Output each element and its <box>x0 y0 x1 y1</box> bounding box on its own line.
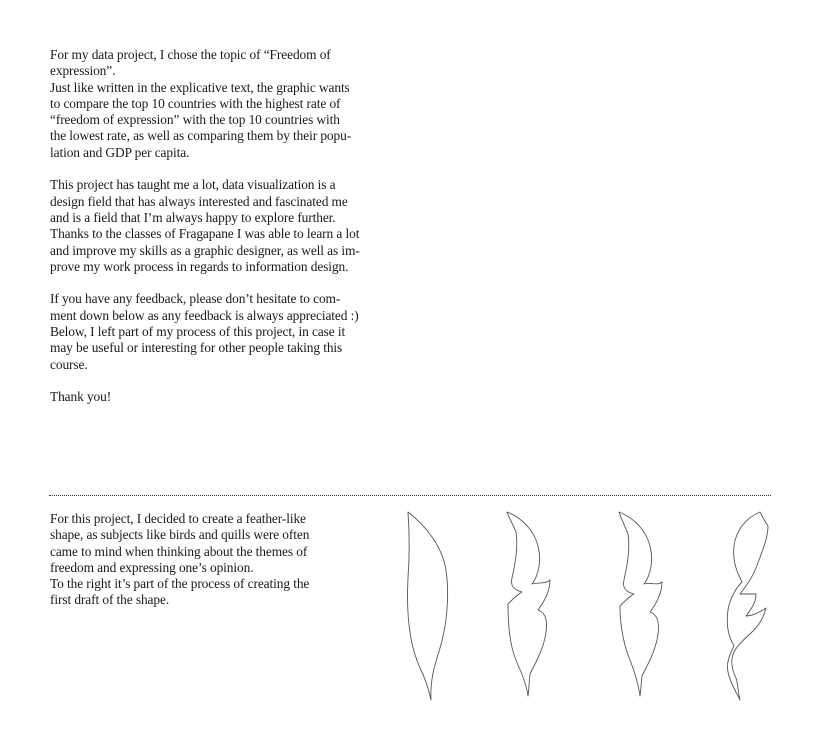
dotted-divider <box>49 495 771 496</box>
intro-p1-line-3: Just like written in the explicative text, the graphic wants <box>50 79 350 95</box>
feather-outline-4 <box>727 512 768 700</box>
intro-p1-line-6: the lowest rate, as well as comparing them by their popu- <box>50 128 352 144</box>
intro-p3-line-5: course. <box>50 356 88 372</box>
paragraph-gap <box>50 373 360 389</box>
intro-p1-line-7: lation and GDP per capita. <box>50 144 190 160</box>
intro-p2-line-3: and is a field that I’m always happy to explore further. <box>50 209 336 225</box>
thank-you-line: Thank you! <box>50 389 112 405</box>
intro-p1-line-1: For my data project, I chose the topic of “Freedom of <box>50 47 331 62</box>
intro-p1-line-5: “freedom of expression” with the top 10 countries with <box>50 112 340 128</box>
intro-p2-line-2: design field that has always interested and fascinated me <box>50 193 348 209</box>
paragraph-gap <box>50 275 360 291</box>
feather-outline-2 <box>507 512 550 696</box>
feather-sketch-2 <box>500 508 560 708</box>
intro-p3-line-2: ment down below as any feedback is always appreciated :) <box>50 307 359 323</box>
feather-outline-3 <box>619 512 662 696</box>
process-line-1: For this project, I decided to create a feather-like <box>50 511 306 526</box>
process-text <box>50 511 309 609</box>
feather-sketch-4 <box>716 508 776 708</box>
intro-p2-line-5: and improve my skills as a graphic designer, as well as im- <box>50 242 360 258</box>
intro-text <box>50 47 360 406</box>
process-line-2: shape, as subjects like birds and quills were often <box>50 527 310 543</box>
intro-p2-line-4: Thanks to the classes of Fragapane I was able to learn a lot <box>50 226 360 242</box>
intro-p2-line-6: prove my work process in regards to information design. <box>50 258 349 274</box>
intro-p1-line-4: to compare the top 10 countries with the highest rate of <box>50 95 341 111</box>
process-line-6: first draft of the shape. <box>50 592 170 608</box>
intro-p3-line-3: Below, I left part of my process of this project, in case it <box>50 324 346 340</box>
paragraph-gap <box>50 161 360 177</box>
process-line-5: To the right it’s part of the process of creating the <box>50 576 310 592</box>
process-line-3: came to mind when thinking about the themes of <box>50 543 308 559</box>
feather-sketch-3 <box>610 508 670 708</box>
intro-p1-line-2: expression”. <box>50 63 116 79</box>
feather-sketch-1 <box>400 508 460 708</box>
intro-p3-line-1: If you have any feedback, please don’t hesitate to com- <box>50 291 341 307</box>
intro-p3-line-4: may be useful or interesting for other people taking this <box>50 340 343 356</box>
process-line-4: freedom and expressing one’s opinion. <box>50 559 254 575</box>
feather-outline-1 <box>408 512 448 700</box>
intro-p2-line-1: This project has taught me a lot, data visualization is a <box>50 177 336 193</box>
